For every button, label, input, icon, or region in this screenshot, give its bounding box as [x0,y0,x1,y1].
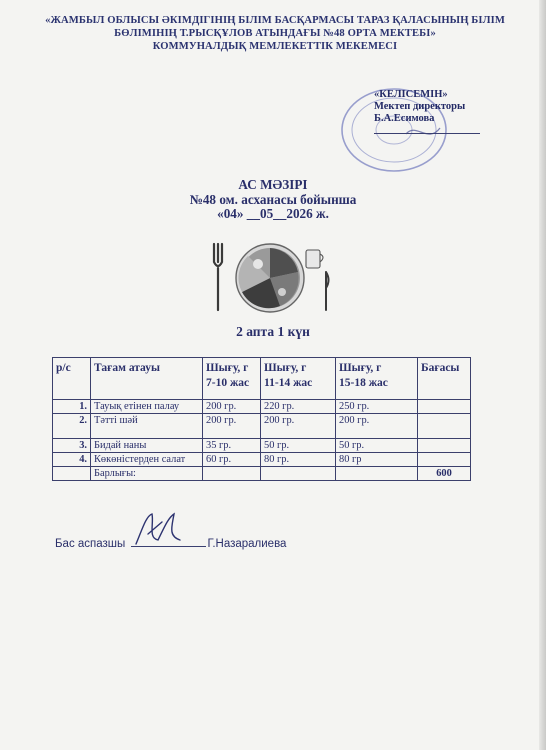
fork-icon [214,244,222,310]
row-price [418,439,471,453]
week-day-label: 2 апта 1 күн [236,324,310,339]
approval-line-2: Мектеп директоры [374,101,466,112]
row-no: 2. [53,414,91,439]
chef-name: Г.Назаралиева [207,538,287,550]
row-age-15-18: 250 гр. [336,400,418,414]
row-price [418,453,471,467]
table-row [53,414,471,439]
table-row [53,400,471,414]
title-line-1: АС МӘЗІРІ [238,177,308,192]
row-dish: Тауық етінен палау [91,400,203,414]
row-dish: Көкөністерден салат [91,453,203,467]
col-header-price: Бағасы [418,358,471,400]
approval-line-3: Б.А.Есимова [374,113,435,124]
school-header [40,14,510,53]
col-header-dish: Тағам атауы [91,358,203,400]
approval-block [374,89,465,125]
knife-icon [326,272,329,310]
table-row [53,453,471,467]
header-line-3: КОММУНАЛДЫҚ МЕМЛЕКЕТТІК МЕКЕМЕСІ [152,41,398,52]
row-age-7-10: 200 гр. [203,400,261,414]
row-age-11-14: 220 гр. [261,400,336,414]
row-age-11-14: 200 гр. [261,414,336,439]
row-age-15-18: 200 гр. [336,414,418,439]
col-header-age-7-10: Шығу, г 7-10 жас [203,358,261,400]
col-header-age-15-18: Шығу, г 15-18 жас [336,358,418,400]
row-dish: Тәтті шәй [91,414,203,439]
row-dish: Бидай наны [91,439,203,453]
menu-table [52,357,471,481]
row-no: 1. [53,400,91,414]
row-age-11-14: 50 гр. [261,439,336,453]
signature-line [131,536,206,547]
col-header-age-11-14: Шығу, г 11-14 жас [261,358,336,400]
total-value: 600 [418,467,471,481]
row-age-15-18: 50 гр. [336,439,418,453]
row-price [418,400,471,414]
chef-signature-row [55,536,286,550]
approval-line-1: «КЕЛІСЕМІН» [374,89,448,100]
row-age-11-14: 80 гр. [261,453,336,467]
chef-role: Бас аспазшы [55,538,126,550]
total-label: Барлығы: [91,467,203,481]
row-price [418,414,471,439]
row-age-7-10: 200 гр. [203,414,261,439]
food-plate-illustration [208,236,334,316]
menu-title [150,178,396,222]
approval-signature-line [374,133,480,134]
title-line-3: «04» __05__2026 ж. [217,206,329,221]
row-age-7-10: 60 гр. [203,453,261,467]
row-age-15-18: 80 гр [336,453,418,467]
total-empty-cell [336,467,418,481]
page-edge [539,0,546,750]
total-empty-cell [203,467,261,481]
total-empty-cell [261,467,336,481]
table-row [53,439,471,453]
title-line-2: №48 ом. асханасы бойынша [189,191,357,207]
table-total-row [53,467,471,481]
row-no: 3. [53,439,91,453]
row-age-7-10: 35 гр. [203,439,261,453]
col-header-no: р/с [53,358,91,400]
table-header-row [53,358,471,400]
header-line-2: БӨЛІМІНІҢ Т.РЫСҚҰЛОВ АТЫНДАҒЫ №48 ОРТА МЕКТЕБІ» [114,28,436,39]
total-empty-cell [53,467,91,481]
header-line-1: «ЖАМБЫЛ ОБЛЫСЫ ӘКІМДІГІНІҢ БІЛІМ БАСҚАРМАСЫ ТАРАЗ ҚАЛАСЫНЫҢ БІЛІМ [45,15,505,26]
row-no: 4. [53,453,91,467]
